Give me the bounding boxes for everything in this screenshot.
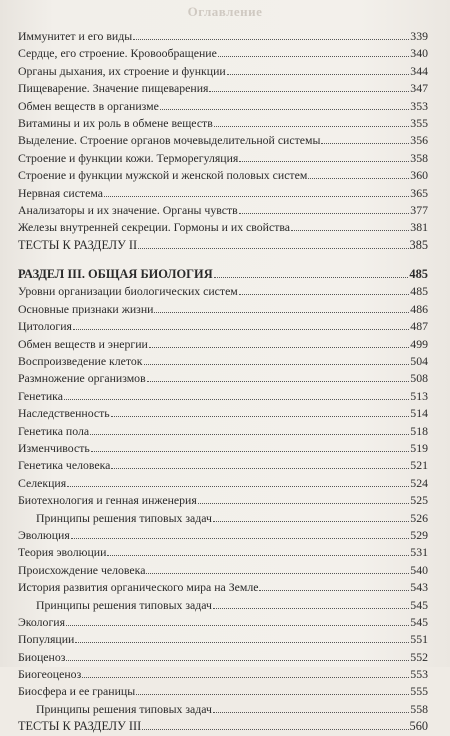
toc-entry: [18, 166, 428, 183]
dot-leader: [107, 543, 409, 556]
toc-entry-page: 529: [410, 527, 428, 542]
toc-entry-title: Строение и функции мужской и женской половых систем: [18, 168, 308, 183]
toc-entry: [18, 665, 428, 682]
toc-entry-page: 340: [410, 46, 428, 61]
toc-entry-title: Популяции: [18, 632, 75, 647]
dot-leader: [308, 166, 409, 179]
toc-entry-page: 525: [410, 493, 428, 508]
dot-leader: [213, 596, 409, 609]
toc-entry: [18, 474, 428, 491]
dot-leader: [149, 335, 409, 348]
toc-entry: [18, 236, 428, 253]
toc-entry-page: 545: [410, 614, 428, 629]
dot-leader: [104, 184, 409, 197]
toc-entry-page: 524: [410, 475, 428, 490]
toc-entry: [18, 184, 428, 201]
section-heading-title: РАЗДЕЛ III. ОБЩАЯ БИОЛОГИЯ: [18, 267, 213, 282]
toc-entry-page: 543: [410, 580, 428, 595]
toc-entry-title: Обмен веществ в организме: [18, 98, 159, 113]
toc-entry: [18, 422, 428, 439]
dot-leader: [111, 456, 409, 469]
toc-entry-title: Органы дыхания, их строение и функции: [18, 63, 226, 78]
toc-entry: [18, 352, 428, 369]
section-gap: [18, 253, 428, 265]
toc-entry-title: Генетика человека: [18, 458, 111, 473]
toc-entry-page: 553: [410, 667, 428, 682]
dot-leader: [160, 97, 409, 110]
toc-entry-title: Биогеоценоз: [18, 667, 82, 682]
toc-entry-page: 519: [410, 440, 428, 455]
toc-entry-title: Принципы решения типовых задач: [36, 597, 212, 612]
dot-leader: [147, 369, 410, 382]
section-heading: [18, 265, 428, 282]
toc-entry-page: 508: [410, 371, 428, 386]
toc-entry: [18, 543, 428, 560]
page-header: Оглавление: [187, 4, 263, 19]
dot-leader: [213, 509, 409, 522]
dot-leader: [82, 665, 409, 678]
toc-entry: [18, 491, 428, 508]
toc-entry-title: Размножение организмов: [18, 371, 146, 386]
dot-leader: [133, 27, 409, 40]
toc-entry-title: Строение и функции кожи. Терморегуляция: [18, 150, 239, 165]
toc-entry-title: Принципы решения типовых задач: [36, 510, 212, 525]
dot-leader: [198, 491, 410, 504]
toc-entry-page: 555: [410, 684, 428, 699]
toc-entry-page: 353: [410, 98, 428, 113]
toc-entry-page: 551: [410, 632, 428, 647]
toc-entry-page: 365: [410, 185, 428, 200]
dot-leader: [209, 79, 409, 92]
toc-entry: [18, 317, 428, 334]
toc-entry-title: Сердце, его строение. Кровообращение: [18, 46, 217, 61]
toc-entry-title: Эволюция: [18, 527, 70, 542]
toc-entry-title: Теория эволюции: [18, 545, 107, 560]
toc-entry-title: Основные признаки жизни: [18, 301, 154, 316]
toc-entry-page: 558: [410, 701, 428, 716]
toc-entry-page: 356: [410, 133, 428, 148]
toc-entry: [18, 630, 428, 647]
toc-entry-page: 385: [409, 237, 428, 252]
toc-entry-title: Происхождение человека: [18, 562, 146, 577]
toc-entry-page: 355: [410, 115, 428, 130]
dot-leader: [90, 422, 409, 435]
toc-entry: [18, 648, 428, 665]
dot-leader: [73, 317, 409, 330]
toc-entry-page: 521: [410, 458, 428, 473]
toc-entry-title: История развития органического мира на Земле: [18, 580, 259, 595]
dot-leader: [146, 561, 409, 574]
toc-entry-title: Цитология: [18, 319, 72, 334]
dot-leader: [239, 201, 410, 214]
dot-leader: [321, 131, 409, 144]
toc-entry: [18, 682, 428, 699]
dot-leader: [111, 404, 410, 417]
toc-entry-title: Витамины и их роль в обмене веществ: [18, 115, 213, 130]
toc-entry: [18, 613, 428, 630]
toc-entry-page: 360: [410, 168, 428, 183]
dot-leader: [291, 218, 409, 231]
toc-entry: [18, 97, 428, 114]
toc-entry-page: 339: [410, 29, 428, 43]
toc-entry-title: Селекция: [18, 475, 67, 490]
toc-entry-title: Анализаторы и их значение. Органы чувств: [18, 202, 238, 217]
dot-leader: [214, 265, 409, 278]
toc-entry-title: Иммунитет и его виды: [18, 29, 133, 43]
toc-entry: [18, 114, 428, 131]
dot-leader: [64, 387, 409, 400]
section-heading-page: 485: [409, 267, 428, 282]
toc-entry: [18, 404, 428, 421]
toc-entry-title: ТЕСТЫ К РАЗДЕЛУ III: [18, 719, 142, 734]
toc-entry-page: 513: [410, 388, 428, 403]
dot-leader: [91, 439, 410, 452]
toc-entry-page: 518: [410, 423, 428, 438]
toc-entry: [18, 561, 428, 578]
dot-leader: [259, 578, 409, 591]
dot-leader: [75, 630, 409, 643]
toc-entry: [18, 439, 428, 456]
toc-entry-page: 485: [410, 284, 428, 299]
toc-entry-title: Нервная система: [18, 185, 103, 200]
toc-entry: [18, 131, 428, 148]
toc-entry-page: 560: [409, 719, 428, 734]
toc-entry: [18, 717, 428, 734]
toc-entry-title: Воспроизведение клеток: [18, 354, 143, 369]
toc-entry-title: Принципы решения типовых задач: [36, 701, 212, 716]
toc-entry-page: 552: [410, 649, 428, 664]
toc-entry: [18, 335, 428, 352]
toc-entry: [18, 27, 428, 44]
toc-entry-page: 499: [410, 336, 428, 351]
toc-entry-title: Биотехнология и генная инженерия: [18, 493, 197, 508]
dot-leader: [138, 236, 408, 249]
toc-entry-page: 531: [410, 545, 428, 560]
toc-entry: [18, 509, 428, 526]
dot-leader: [154, 300, 409, 313]
toc-entry-title: Биоценоз: [18, 649, 66, 664]
toc-entry-page: 540: [410, 562, 428, 577]
toc-entry-page: 358: [410, 150, 428, 165]
toc-entry-page: 514: [410, 406, 428, 421]
dot-leader: [239, 149, 409, 162]
toc-entry: [18, 456, 428, 473]
dot-leader: [213, 700, 409, 713]
table-of-contents: [18, 27, 428, 735]
toc-entry-title: Изменчивость: [18, 440, 90, 455]
toc-entry-title: ТЕСТЫ К РАЗДЕЛУ II: [18, 237, 138, 252]
dot-leader: [214, 114, 410, 127]
dot-leader: [67, 474, 409, 487]
toc-entry-title: Выделение. Строение органов мочевыделительной системы: [18, 133, 321, 148]
toc-entry-page: 381: [410, 220, 428, 235]
dot-leader: [144, 352, 410, 365]
dot-leader: [66, 613, 409, 626]
toc-part-1: [18, 27, 428, 253]
toc-entry-title: Обмен веществ и энергии: [18, 336, 148, 351]
toc-entry-page: 347: [410, 81, 428, 96]
toc-entry-page: 486: [410, 301, 428, 316]
toc-entry-page: 344: [410, 63, 428, 78]
dot-leader: [71, 526, 410, 539]
dot-leader: [239, 282, 410, 295]
toc-entry-title: Биосфера и ее границы: [18, 684, 136, 699]
toc-entry-page: 504: [410, 354, 428, 369]
toc-entry: [18, 62, 428, 79]
toc-entry: [18, 700, 428, 717]
dot-leader: [136, 682, 409, 695]
toc-entry-title: Генетика: [18, 388, 63, 403]
toc-entry-page: 487: [410, 319, 428, 334]
dot-leader: [66, 648, 409, 661]
toc-entry: [18, 369, 428, 386]
toc-entry-title: Пищеварение. Значение пищеварения: [18, 81, 209, 96]
toc-entry: [18, 387, 428, 404]
dot-leader: [227, 62, 410, 75]
toc-entry-page: 545: [410, 597, 428, 612]
toc-entry: [18, 201, 428, 218]
toc-entry-title: Наследственность: [18, 406, 110, 421]
toc-entry-title: Железы внутренней секреции. Гормоны и их свойства: [18, 220, 291, 235]
toc-entry: [18, 79, 428, 96]
dot-leader: [218, 44, 409, 57]
toc-entry: [18, 44, 428, 61]
toc-entry: [18, 300, 428, 317]
toc-entry-title: Генетика пола: [18, 423, 90, 438]
toc-entry-title: Уровни организации биологических систем: [18, 284, 238, 299]
toc-entry: [18, 526, 428, 543]
toc-entry: [18, 149, 428, 166]
toc-entry: [18, 218, 428, 235]
toc-entry-page: 377: [410, 202, 428, 217]
toc-entry: [18, 596, 428, 613]
dot-leader: [142, 717, 408, 730]
toc-entry-title: Экология: [18, 614, 66, 629]
toc-entry-page: 526: [410, 510, 428, 525]
toc-entry: [18, 578, 428, 595]
toc-entry: [18, 282, 428, 299]
